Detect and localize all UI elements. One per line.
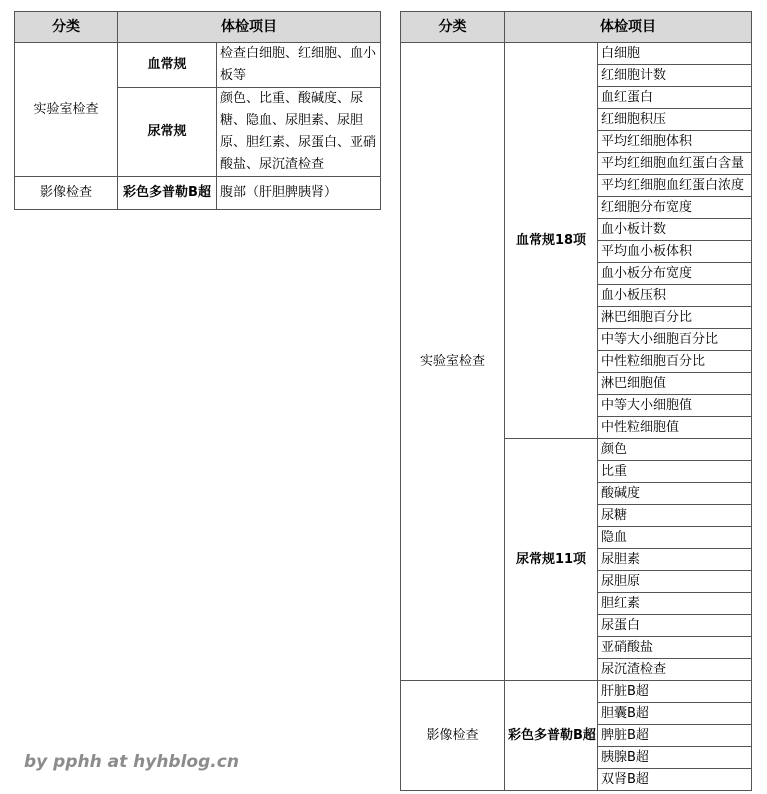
table-row	[15, 43, 381, 88]
table-row	[401, 681, 752, 703]
category-imaging: 影像检查	[401, 681, 505, 791]
subcategory-ultrasound: 彩色多普勒B超	[505, 681, 598, 791]
item-cell: 血小板计数	[598, 219, 752, 241]
item-cell: 红细胞积压	[598, 109, 752, 131]
subcategory-urine: 尿常规	[118, 88, 217, 177]
header-category: 分类	[15, 12, 118, 43]
item-cell: 尿胆素	[598, 549, 752, 571]
summary-header-row	[15, 12, 381, 43]
item-cell: 白细胞	[598, 43, 752, 65]
item-cell: 中等大小细胞百分比	[598, 329, 752, 351]
watermark-text: by pphh at hyhblog.cn	[24, 752, 239, 772]
item-cell: 平均血小板体积	[598, 241, 752, 263]
detail-table	[400, 11, 752, 791]
category-lab: 实验室检查	[15, 43, 118, 177]
item-cell: 血小板分布宽度	[598, 263, 752, 285]
category-imaging: 影像检查	[15, 177, 118, 210]
item-cell: 平均红细胞血红蛋白含量	[598, 153, 752, 175]
subcategory-blood: 血常规18项	[505, 43, 598, 439]
item-cell: 隐血	[598, 527, 752, 549]
item-cell: 中性粒细胞值	[598, 417, 752, 439]
item-cell: 酸碱度	[598, 483, 752, 505]
item-cell: 肝脏B超	[598, 681, 752, 703]
item-cell: 血红蛋白	[598, 87, 752, 109]
table-row	[15, 177, 381, 210]
blood-description: 检查白细胞、红细胞、血小板等	[217, 43, 381, 88]
item-cell: 血小板压积	[598, 285, 752, 307]
item-cell: 胰腺B超	[598, 747, 752, 769]
item-cell: 脾脏B超	[598, 725, 752, 747]
item-cell: 尿蛋白	[598, 615, 752, 637]
item-cell: 颜色	[598, 439, 752, 461]
item-cell: 双肾B超	[598, 769, 752, 791]
category-lab: 实验室检查	[401, 43, 505, 681]
item-cell: 淋巴细胞百分比	[598, 307, 752, 329]
item-cell: 胆囊B超	[598, 703, 752, 725]
item-cell: 中性粒细胞百分比	[598, 351, 752, 373]
subcategory-ultrasound: 彩色多普勒B超	[118, 177, 217, 210]
subcategory-urine: 尿常规11项	[505, 439, 598, 681]
item-cell: 比重	[598, 461, 752, 483]
header-items: 体检项目	[505, 12, 752, 43]
item-cell: 中等大小细胞值	[598, 395, 752, 417]
header-category: 分类	[401, 12, 505, 43]
summary-table	[14, 11, 381, 210]
header-items: 体检项目	[118, 12, 381, 43]
item-cell: 平均红细胞体积	[598, 131, 752, 153]
item-cell: 平均红细胞血红蛋白浓度	[598, 175, 752, 197]
item-cell: 淋巴细胞值	[598, 373, 752, 395]
item-cell: 亚硝酸盐	[598, 637, 752, 659]
item-cell: 红细胞计数	[598, 65, 752, 87]
detail-header-row	[401, 12, 752, 43]
item-cell: 尿沉渣检查	[598, 659, 752, 681]
urine-description: 颜色、比重、酸碱度、尿糖、隐血、尿胆素、尿胆原、胆红素、尿蛋白、亚硝酸盐、尿沉渣检查	[217, 88, 381, 177]
ultrasound-description: 腹部（肝胆脾胰肾）	[217, 177, 381, 210]
item-cell: 尿胆原	[598, 571, 752, 593]
table-row	[401, 43, 752, 65]
item-cell: 红细胞分布宽度	[598, 197, 752, 219]
item-cell: 尿糖	[598, 505, 752, 527]
item-cell: 胆红素	[598, 593, 752, 615]
subcategory-blood: 血常规	[118, 43, 217, 88]
